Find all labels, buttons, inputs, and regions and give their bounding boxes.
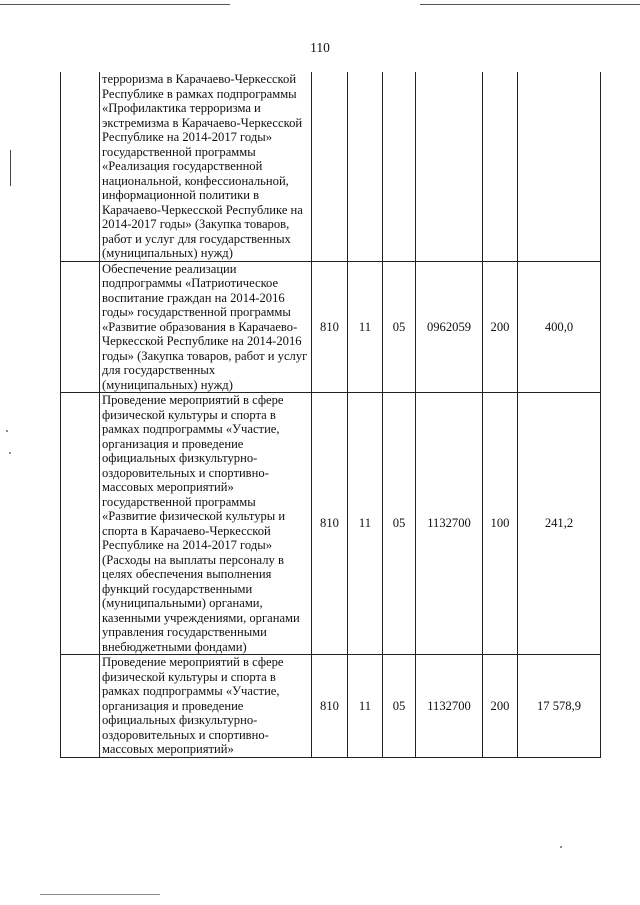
bottom-rule xyxy=(40,894,160,895)
expense-name-cell: Проведение мероприятий в сфере физической культуры и спорта в рамках подпрограммы «Участие, организация и проведение официальных физкультурно-оздоровительных и спортивно-массовых мероприятий» государственной программы «Развитие физической культуры и спорта в Карачаево-Черкесской Республике на 2014-2017 годы» (Расходы на выплаты персоналу в целях обеспечения выполнения функций государственными (муниципальными) органами, казенными учреждениями, органами управления государственными внебюджетными фондами) xyxy=(100,393,312,655)
section-code-cell: 11 xyxy=(348,393,383,655)
ministry-code-cell xyxy=(312,72,348,261)
ministry-code-cell: 810 xyxy=(312,393,348,655)
amount-cell: 17 578,9 xyxy=(518,655,601,758)
expense-name-cell: терроризма в Карачаево-Черкесской Республике в рамках подпрограммы «Профилактика терроризма и экстремизма в Карачаево-Черкесской Республике на 2014-2017 годы» государственной программы «Реализация государственной национальной, конфессиональной, информационной политики в Карачаево-Черкесской Республике на 2014-2017 годы» (Закупка товаров, работ и услуг для государственных (муниципальных) нужд) xyxy=(100,72,312,261)
table-row xyxy=(61,393,601,655)
top-rule-left xyxy=(0,4,230,5)
ministry-code-cell: 810 xyxy=(312,655,348,758)
margin-mark xyxy=(10,150,11,186)
amount-cell: 400,0 xyxy=(518,261,601,393)
top-rule-right xyxy=(420,4,640,5)
subsection-code-cell: 05 xyxy=(383,655,416,758)
budget-table xyxy=(60,72,601,758)
target-article-cell: 1132700 xyxy=(416,393,483,655)
amount-cell xyxy=(518,72,601,261)
expense-type-cell: 200 xyxy=(483,655,518,758)
amount-cell: 241,2 xyxy=(518,393,601,655)
expense-name-cell: Проведение мероприятий в сфере физической культуры и спорта в рамках подпрограммы «Участие, организация и проведение официальных физкультурно-оздоровительных и спортивно-массовых мероприятий» xyxy=(100,655,312,758)
number-cell xyxy=(61,261,100,393)
subsection-code-cell: 05 xyxy=(383,393,416,655)
scan-dot xyxy=(9,452,11,454)
subsection-code-cell xyxy=(383,72,416,261)
number-cell xyxy=(61,393,100,655)
ministry-code-cell: 810 xyxy=(312,261,348,393)
section-code-cell: 11 xyxy=(348,261,383,393)
expense-type-cell: 100 xyxy=(483,393,518,655)
section-code-cell: 11 xyxy=(348,655,383,758)
expense-name-cell: Обеспечение реализации подпрограммы «Патриотическое воспитание граждан на 2014-2016 годы» государственной программы «Развитие образования в Карачаево-Черкесской Республике на 2014-2016 годы» (Закупка товаров, работ и услуг для государственных (муниципальных) нужд) xyxy=(100,261,312,393)
table-row xyxy=(61,655,601,758)
scan-dot xyxy=(6,430,8,432)
table-row xyxy=(61,261,601,393)
section-code-cell xyxy=(348,72,383,261)
number-cell xyxy=(61,72,100,261)
number-cell xyxy=(61,655,100,758)
target-article-cell xyxy=(416,72,483,261)
target-article-cell: 1132700 xyxy=(416,655,483,758)
expense-type-cell xyxy=(483,72,518,261)
expense-type-cell: 200 xyxy=(483,261,518,393)
target-article-cell: 0962059 xyxy=(416,261,483,393)
page-number: 110 xyxy=(310,40,330,55)
scan-dot xyxy=(560,846,562,848)
table-row xyxy=(61,72,601,261)
subsection-code-cell: 05 xyxy=(383,261,416,393)
